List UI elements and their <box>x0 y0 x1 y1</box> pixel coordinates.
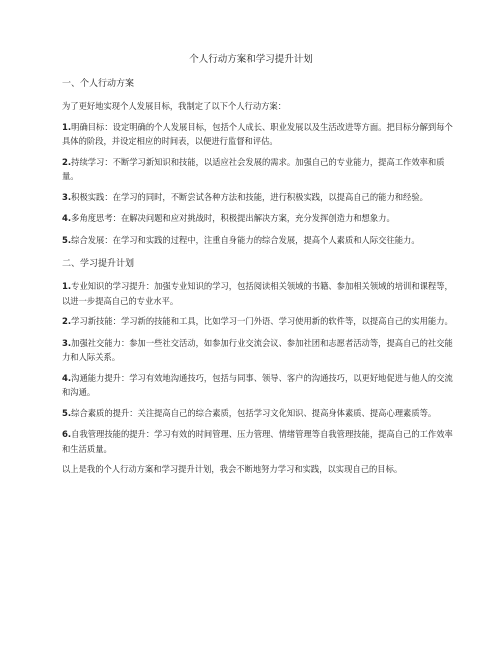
study-item-number: 5. <box>62 408 72 419</box>
document-body <box>62 78 457 484</box>
study-item-text: 学习新技能：学习新的技能和工具，比如学习一门外语、学习使用新的软件等，以提高自己的实用能力。 <box>71 316 453 326</box>
closing-paragraph: 以上是我的个人行动方案和学习提升计划，我会不断地努力学习和实践，以实现自己的目标。 <box>62 464 403 474</box>
study-item-2 <box>62 315 457 330</box>
plan-item-number: 3. <box>62 192 72 203</box>
plan-item-number: 1. <box>62 122 72 133</box>
study-item-number: 4. <box>62 373 72 384</box>
plan-item-text: 明确目标：设定明确的个人发展目标，包括个人成长、职业发展以及生活改进等方面。把目标分解到每个具体的阶段，并设定相应的时间表，以便进行监督和评估。 <box>62 121 453 146</box>
study-item-number: 1. <box>62 282 72 292</box>
plan-item-4 <box>62 212 457 227</box>
study-item-number: 3. <box>62 338 72 349</box>
plan-item-5 <box>62 234 457 249</box>
study-item-6 <box>62 428 457 456</box>
plan-item-number: 4. <box>62 214 72 224</box>
study-item-number: 6. <box>62 430 72 440</box>
plan-item-text: 多角度思考：在解决问题和应对挑战时，积极提出解决方案，充分发挥创造力和想象力。 <box>71 213 395 223</box>
plan-item-3 <box>62 191 457 206</box>
study-item-text: 专业知识的学习提升：加强专业知识的学习，包括阅读相关领域的书籍、参加相关领域的培训和课程等，以进一步提高自己的专业水平。 <box>62 281 453 306</box>
document-title: 个人行动方案和学习提升计划 <box>189 54 313 65</box>
plan-item-number: 5. <box>62 235 72 246</box>
plan-item-text: 综合发展：在学习和实践的过程中，注重自身能力的综合发展，提高个人素质和人际交往能力。 <box>71 234 420 245</box>
section-1-intro: 为了更好地实现个人发展目标，我制定了以下个人行动方案： <box>62 101 287 111</box>
plan-item-number: 2. <box>62 157 72 168</box>
study-item-number: 2. <box>62 317 72 327</box>
plan-item-2 <box>62 156 457 184</box>
study-item-1 <box>62 280 457 308</box>
study-item-text: 沟通能力提升：学习有效地沟通技巧，包括与同事、领导、客户的沟通技巧，以更好地促进与他人的交流和沟通。 <box>62 372 453 397</box>
section-2-heading: 二、学习提升计划 <box>62 259 135 269</box>
study-item-4 <box>62 372 457 400</box>
study-item-text: 综合素质的提升：关注提高自己的综合素质，包括学习文化知识、提高身体素质、提高心理素质等。 <box>71 407 437 418</box>
plan-item-text: 持续学习：不断学习新知识和技能，以适应社会发展的需求。加强自己的专业能力，提高工作效率和质量。 <box>62 156 445 181</box>
plan-item-1 <box>62 121 457 149</box>
study-item-text: 自我管理技能的提升：学习有效的时间管理、压力管理、情绪管理等自我管理技能，提高自己的工作效率和生活质量。 <box>62 429 453 454</box>
section-1-heading: 一、个人行动方案 <box>62 79 135 89</box>
plan-item-text: 积极实践：在学习的同时，不断尝试各种方法和技能，进行积极实践，以提高自己的能力和经验。 <box>71 191 428 202</box>
study-item-text: 加强社交能力：参加一些社交活动，如参加行业交流会议、参加社团和志愿者活动等，提高自己的社交能力和人际关系。 <box>62 337 453 362</box>
study-item-5 <box>62 407 457 422</box>
study-item-3 <box>62 337 457 365</box>
